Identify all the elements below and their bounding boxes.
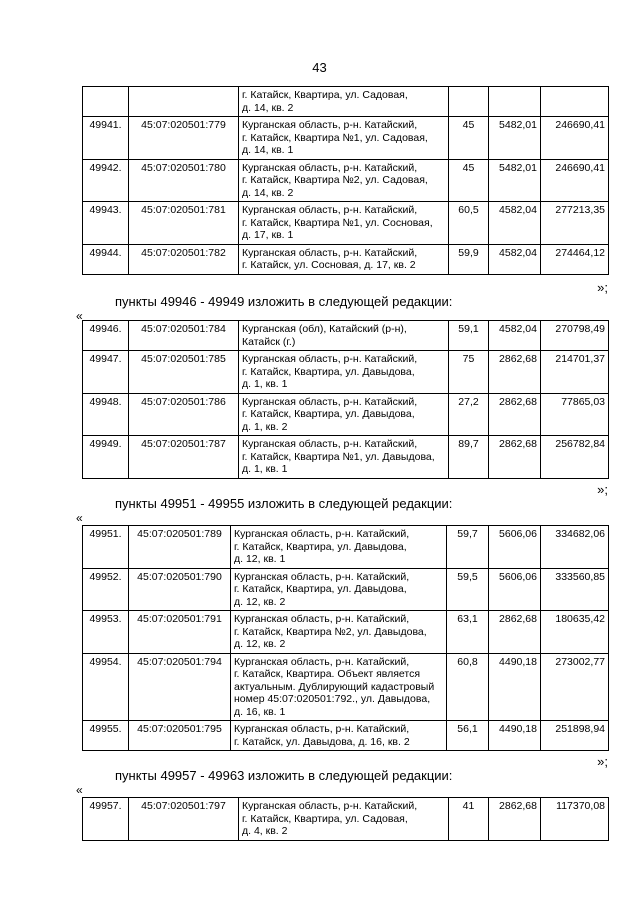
area-cell: 59,9 [449,244,489,274]
cadastral-value-cell: 274464,12 [541,244,609,274]
table-row [83,87,609,117]
cadastral-value-cell [541,87,609,117]
row-number-cell: 49955. [83,721,129,751]
area-cell: 75 [449,351,489,394]
table-row [83,798,609,841]
close-quote-1: »; [597,280,608,295]
cadastral-rate-cell: 2862,68 [489,351,541,394]
cadastral-number-cell: 45:07:020501:797 [129,798,239,841]
table-row [83,159,609,202]
table-row [83,436,609,479]
address-cell: Курганская область, р-н. Катайский, г. Катайск, Квартира. Объект является актуальным. Дублирующий кадастровый номер 45:07:020501:792., ул. Давыдова, д. 16, кв. 1 [231,653,447,721]
area-cell: 56,1 [447,721,489,751]
address-cell: Курганская область, р-н. Катайский, г. Катайск, Квартира, ул. Давыдова, д. 1, кв. 2 [239,393,449,436]
cadastral-number-cell: 45:07:020501:781 [129,202,239,245]
area-cell: 59,1 [449,321,489,351]
cadastral-rate-cell: 2862,68 [489,611,541,654]
page-number: 43 [312,60,327,75]
address-cell: Курганская область, р-н. Катайский, г. Катайск, Квартира №1, ул. Давыдова, д. 1, кв. 1 [239,436,449,479]
cadastral-number-cell: 45:07:020501:790 [129,568,231,611]
address-cell: Курганская область, р-н. Катайский, г. Катайск, Квартира, ул. Давыдова, д. 12, кв. 1 [231,526,447,569]
table-row [83,202,609,245]
table-row [83,351,609,394]
cadastral-value-cell: 256782,84 [541,436,609,479]
row-number-cell: 49948. [83,393,129,436]
cadastral-value-cell: 214701,37 [541,351,609,394]
cadastral-value-cell: 117370,08 [541,798,609,841]
address-cell: Курганская область, р-н. Катайский, г. Катайск, Квартира, ул. Давыдова, д. 1, кв. 1 [239,351,449,394]
row-number-cell: 49953. [83,611,129,654]
address-cell: Курганская область, р-н. Катайский, г. Катайск, ул. Сосновая, д. 17, кв. 2 [239,244,449,274]
cadastral-rate-cell: 4582,04 [489,244,541,274]
cadastral-value-cell: 246690,41 [541,117,609,160]
cadastral-number-cell: 45:07:020501:787 [129,436,239,479]
amendment-instruction-1: пункты 49946 - 49949 изложить в следующей редакции: [115,294,453,309]
address-cell: Курганская область, р-н. Катайский, г. Катайск, ул. Давыдова, д. 16, кв. 2 [231,721,447,751]
row-number-cell: 49951. [83,526,129,569]
open-quote-2: « [76,511,83,525]
table-row [83,721,609,751]
open-quote-1: « [76,309,83,323]
cadastral-rate-cell: 4582,04 [489,202,541,245]
cadastral-rate-cell: 4582,04 [489,321,541,351]
close-quote-2: »; [597,482,608,497]
table-row [83,321,609,351]
address-cell: Курганская область, р-н. Катайский, г. Катайск, Квартира №2, ул. Садовая, д. 14, кв. 2 [239,159,449,202]
cadastral-value-cell: 333560,85 [541,568,609,611]
open-quote-3: « [76,783,83,797]
address-cell: Курганская область, р-н. Катайский, г. Катайск, Квартира, ул. Садовая, д. 4, кв. 2 [239,798,449,841]
area-cell: 45 [449,117,489,160]
address-cell: г. Катайск, Квартира, ул. Садовая, д. 14, кв. 2 [239,87,449,117]
cadastral-rate-cell: 5606,06 [489,526,541,569]
row-number-cell: 49949. [83,436,129,479]
cadastral-value-cell: 251898,94 [541,721,609,751]
cadastral-number-cell: 45:07:020501:784 [129,321,239,351]
row-number-cell: 49941. [83,117,129,160]
cadastral-number-cell [129,87,239,117]
cadastral-value-cell: 334682,06 [541,526,609,569]
row-number-cell: 49954. [83,653,129,721]
table-row [83,653,609,721]
row-number-cell [83,87,129,117]
cadastral-number-cell: 45:07:020501:785 [129,351,239,394]
cadastral-rate-cell: 4490,18 [489,721,541,751]
cadastral-value-cell: 277213,35 [541,202,609,245]
cadastral-rate-cell: 5482,01 [489,117,541,160]
cadastral-rate-cell: 2862,68 [489,798,541,841]
area-cell: 41 [449,798,489,841]
cadastral-number-cell: 45:07:020501:779 [129,117,239,160]
cadastral-number-cell: 45:07:020501:791 [129,611,231,654]
table-row [83,244,609,274]
table-row [83,393,609,436]
row-number-cell: 49946. [83,321,129,351]
area-cell: 60,8 [447,653,489,721]
table-row [83,117,609,160]
cadastral-value-cell: 77865,03 [541,393,609,436]
table-row [83,568,609,611]
area-cell: 59,5 [447,568,489,611]
area-cell [449,87,489,117]
address-cell: Курганская область, р-н. Катайский, г. Катайск, Квартира №1, ул. Сосновая, д. 17, кв. 1 [239,202,449,245]
cadastral-rate-cell: 5482,01 [489,159,541,202]
row-number-cell: 49957. [83,798,129,841]
row-number-cell: 49943. [83,202,129,245]
cadastral-number-cell: 45:07:020501:789 [129,526,231,569]
row-number-cell: 49952. [83,568,129,611]
area-cell: 89,7 [449,436,489,479]
cadastral-rate-cell: 5606,06 [489,568,541,611]
registry-table-1 [82,86,609,275]
row-number-cell: 49947. [83,351,129,394]
table-row [83,526,609,569]
registry-table-3 [82,525,609,751]
area-cell: 27,2 [449,393,489,436]
address-cell: Курганская (обл), Катайский (р-н), Катайск (г.) [239,321,449,351]
cadastral-value-cell: 270798,49 [541,321,609,351]
cadastral-number-cell: 45:07:020501:780 [129,159,239,202]
row-number-cell: 49944. [83,244,129,274]
amendment-instruction-2: пункты 49951 - 49955 изложить в следующей редакции: [115,496,453,511]
registry-table-4 [82,797,609,841]
cadastral-number-cell: 45:07:020501:795 [129,721,231,751]
cadastral-rate-cell [489,87,541,117]
cadastral-value-cell: 246690,41 [541,159,609,202]
address-cell: Курганская область, р-н. Катайский, г. Катайск, Квартира №1, ул. Садовая, д. 14, кв. 1 [239,117,449,160]
cadastral-value-cell: 273002,77 [541,653,609,721]
cadastral-rate-cell: 4490,18 [489,653,541,721]
amendment-instruction-3: пункты 49957 - 49963 изложить в следующей редакции: [115,768,453,783]
cadastral-rate-cell: 2862,68 [489,393,541,436]
area-cell: 63,1 [447,611,489,654]
registry-table-2 [82,320,609,479]
close-quote-3: »; [597,754,608,769]
area-cell: 59,7 [447,526,489,569]
cadastral-rate-cell: 2862,68 [489,436,541,479]
row-number-cell: 49942. [83,159,129,202]
cadastral-number-cell: 45:07:020501:786 [129,393,239,436]
table-row [83,611,609,654]
cadastral-number-cell: 45:07:020501:782 [129,244,239,274]
address-cell: Курганская область, р-н. Катайский, г. Катайск, Квартира №2, ул. Давыдова, д. 12, кв. 2 [231,611,447,654]
area-cell: 45 [449,159,489,202]
cadastral-number-cell: 45:07:020501:794 [129,653,231,721]
address-cell: Курганская область, р-н. Катайский, г. Катайск, Квартира, ул. Давыдова, д. 12, кв. 2 [231,568,447,611]
area-cell: 60,5 [449,202,489,245]
cadastral-value-cell: 180635,42 [541,611,609,654]
